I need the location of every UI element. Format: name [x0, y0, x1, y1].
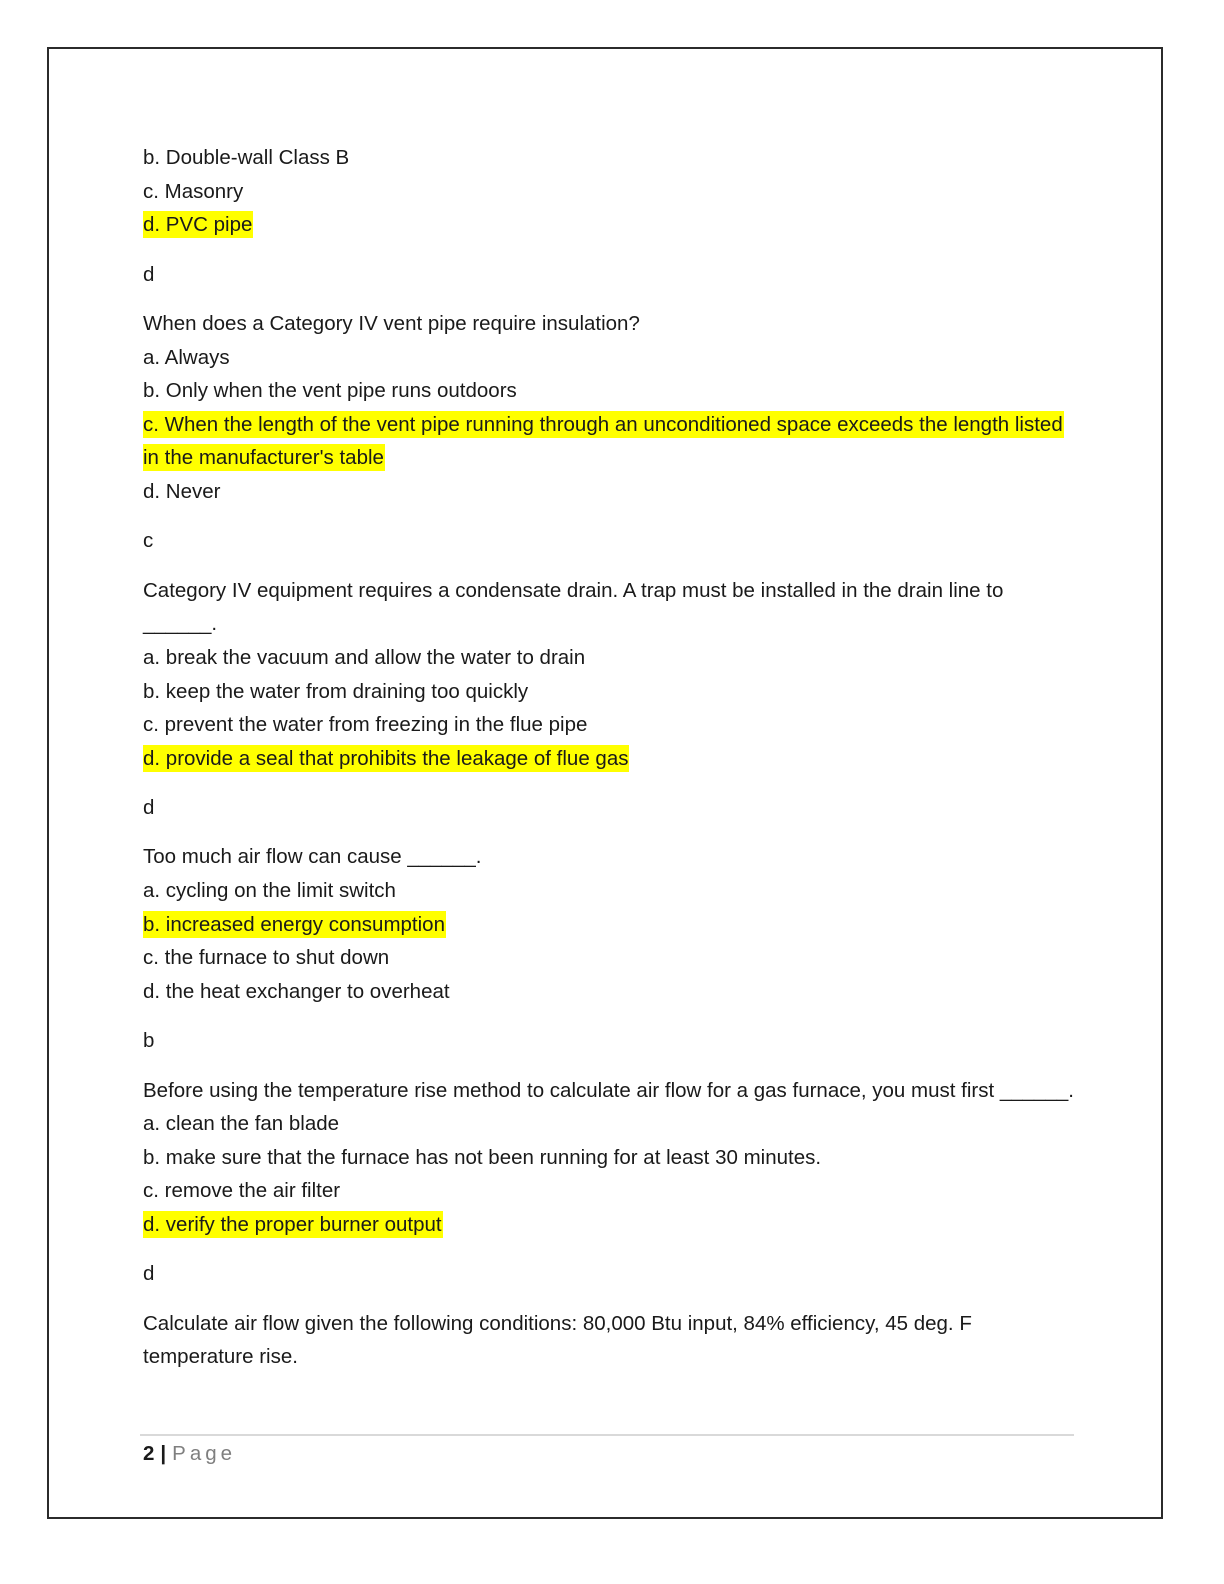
answer-option: a. break the vacuum and allow the water to drain: [143, 645, 586, 669]
highlighted-text: c. When the length of the vent pipe running through an unconditioned space exceeds the length listed in the manufacturer's table: [143, 412, 1063, 470]
correct-answer-option: [143, 408, 1078, 475]
answer-key: d: [143, 262, 155, 286]
answer-option: b. keep the water from draining too quickly: [143, 679, 529, 703]
answer-option: a. cycling on the limit switch: [143, 879, 396, 903]
page-number: 2: [143, 1442, 155, 1465]
answer-option: d. the heat exchanger to overheat: [143, 979, 450, 1003]
correct-answer-option: [143, 208, 1078, 242]
answer-option: b. Only when the vent pipe runs outdoors: [143, 379, 517, 403]
question-text: Category IV equipment requires a condensate drain. A trap must be installed in the drain line to ______.: [143, 578, 1004, 636]
answer-option: a. Always: [143, 345, 230, 369]
answer-key: c: [143, 529, 154, 553]
footer-separator: |: [160, 1442, 167, 1465]
answer-option: a. clean the fan blade: [143, 1112, 340, 1136]
page-label: Page: [172, 1442, 237, 1465]
page-footer: [143, 1440, 236, 1468]
highlighted-text: d. PVC pipe: [143, 213, 253, 237]
question-text: Before using the temperature rise method to calculate air flow for a gas furnace, you must first ______.: [143, 1078, 1074, 1102]
correct-answer-option: [143, 1208, 1078, 1242]
answer-key: b: [143, 1029, 155, 1053]
question-text: Too much air flow can cause ______.: [143, 845, 482, 869]
correct-answer-option: [143, 742, 1078, 776]
answer-key: d: [143, 796, 155, 820]
highlighted-text: d. provide a seal that prohibits the leakage of flue gas: [143, 746, 629, 770]
answer-option: b. Double-wall Class B: [143, 146, 350, 169]
answer-option: c. prevent the water from freezing in the flue pipe: [143, 713, 588, 737]
question-text: When does a Category IV vent pipe require insulation?: [143, 311, 640, 335]
highlighted-text: b. increased energy consumption: [143, 912, 445, 936]
document-body: [143, 141, 1078, 1374]
answer-option: c. remove the air filter: [143, 1179, 341, 1203]
highlighted-text: d. verify the proper burner output: [143, 1213, 442, 1236]
answer-option: c. Masonry: [143, 179, 244, 203]
answer-option: c. the furnace to shut down: [143, 946, 390, 970]
answer-key: d: [143, 1262, 155, 1286]
correct-answer-option: [143, 908, 1078, 942]
footer-divider: [140, 1434, 1074, 1436]
answer-option: d. Never: [143, 479, 221, 503]
question-text: Calculate air flow given the following conditions: 80,000 Btu input, 84% efficiency, 45 deg. F temperature rise.: [143, 1311, 972, 1369]
answer-option: b. make sure that the furnace has not been running for at least 30 minutes.: [143, 1145, 822, 1169]
